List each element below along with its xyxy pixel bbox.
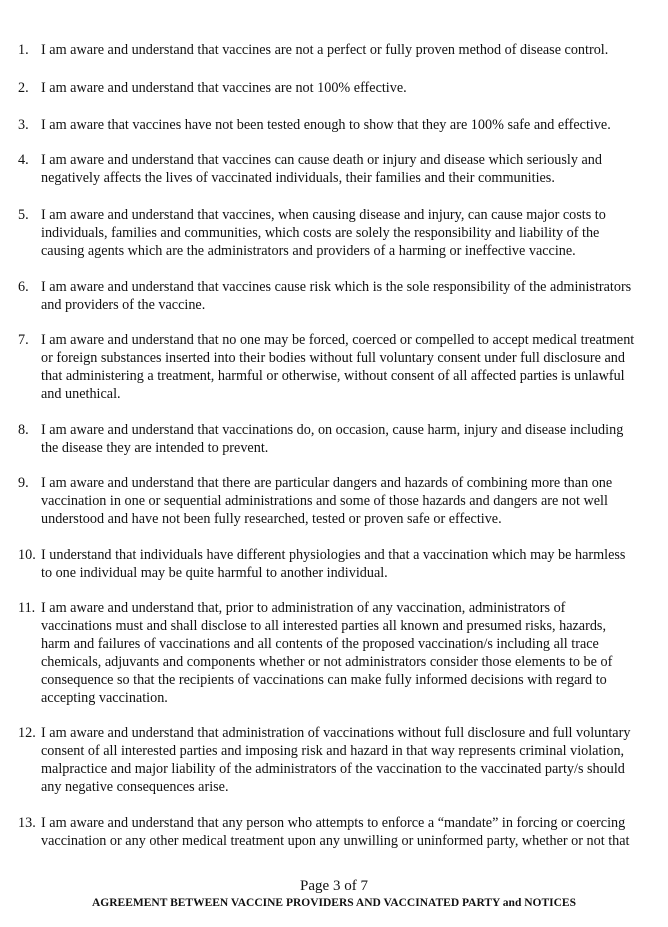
text-line: to one individual may be quite harmful to another individual. <box>41 565 388 581</box>
text-line: chemicals, adjuvants and components whether or not administrators consider those elements to be of <box>41 654 613 670</box>
text-line: consequence so that the recipients of vaccinations can make fully informed decisions with regard to <box>41 672 607 688</box>
text-line: vaccination or any other medical treatment upon any unwilling or uninformed party, whether or not that <box>41 833 630 849</box>
item-number: 3. <box>18 117 29 133</box>
item-text <box>41 814 629 850</box>
item-text <box>41 278 631 314</box>
item-number: 6. <box>18 279 29 295</box>
page-number: Page 3 of 7 <box>300 878 368 894</box>
text-line: the disease they are intended to prevent. <box>41 440 269 456</box>
item-number: 5. <box>18 207 29 223</box>
text-line: that administering a treatment, harmful or otherwise, without consent of all affected parties is unlawful <box>41 368 625 384</box>
text-line: or foreign substances inserted into their bodies without full voluntary consent under full disclosure and <box>41 350 625 366</box>
text-line: I am aware and understand that vaccines can cause death or injury and disease which seriously and <box>41 152 602 168</box>
text-line: I am aware and understand that no one may be forced, coerced or compelled to accept medical treatment <box>41 332 635 348</box>
item-number: 7. <box>18 332 29 348</box>
item-text <box>41 474 612 528</box>
text-line: consent of all interested parties and imposing risk and hazard in that way represents criminal violation, <box>41 743 625 759</box>
item-text <box>41 206 606 260</box>
item-text <box>41 599 612 707</box>
text-line: accepting vaccination. <box>41 690 168 706</box>
text-line: causing agents which are the administrators and providers of a harming or ineffective vaccine. <box>41 243 576 259</box>
item-text <box>41 116 611 134</box>
text-line: I am aware and understand that vaccines, when causing disease and injury, can cause major costs to <box>41 207 606 223</box>
text-line: vaccination in one or sequential administrations and some of those hazards and dangers are not well <box>41 493 608 509</box>
text-line: I understand that individuals have different physiologies and that a vaccination which may be harmless <box>41 547 626 563</box>
item-number: 11. <box>18 600 36 616</box>
item-text <box>41 421 623 457</box>
item-text <box>41 331 634 403</box>
item-number: 9. <box>18 475 29 491</box>
text-line: I am aware and understand that vaccines are not 100% effective. <box>41 80 407 96</box>
text-line: and providers of the vaccine. <box>41 297 206 313</box>
text-line: individuals, families and communities, which costs are solely the responsibility and liability of the <box>41 225 600 241</box>
item-number: 8. <box>18 422 29 438</box>
text-line: I am aware and understand that administration of vaccinations without full disclosure and full voluntary <box>41 725 631 741</box>
text-line: I am aware and understand that there are particular dangers and hazards of combining more than one <box>41 475 613 491</box>
text-line: malpractice and major liability of the administrators of the vaccination to the vaccinated party/s should <box>41 761 625 777</box>
item-number: 10. <box>18 547 36 563</box>
item-number: 2. <box>18 80 29 96</box>
text-line: I am aware and understand that vaccines are not a perfect or fully proven method of disease control. <box>41 42 609 58</box>
item-number: 13. <box>18 815 36 831</box>
text-line: any negative consequences arise. <box>41 779 229 795</box>
text-line: I am aware and understand that any person who attempts to enforce a “mandate” in forcing or coercing <box>41 815 626 831</box>
text-line: I am aware and understand that vaccinations do, on occasion, cause harm, injury and disease including <box>41 422 624 438</box>
item-number: 4. <box>18 152 29 168</box>
text-line: harm and failures of vaccinations and all contents of the proposed vaccination/s including all trace <box>41 636 599 652</box>
item-text <box>41 41 608 59</box>
text-line: negatively affects the lives of vaccinated individuals, their families and their communities. <box>41 170 555 186</box>
text-line: understood and have not been fully researched, tested or proven safe or effective. <box>41 511 502 527</box>
text-line: I am aware and understand that, prior to administration of any vaccination, administrators of <box>41 600 566 616</box>
item-number: 1. <box>18 42 29 58</box>
text-line: and unethical. <box>41 386 121 402</box>
text-line: vaccinations must and shall disclose to all interested parties all known and presumed risks, hazards, <box>41 618 606 634</box>
item-text <box>41 724 630 796</box>
item-number: 12. <box>18 725 36 741</box>
text-line: I am aware and understand that vaccines cause risk which is the sole responsibility of the administrators <box>41 279 632 295</box>
item-text <box>41 151 602 187</box>
text-line: I am aware that vaccines have not been tested enough to show that they are 100% safe and effective. <box>41 117 611 133</box>
document-title-footer: AGREEMENT BETWEEN VACCINE PROVIDERS AND VACCINATED PARTY and NOTICES <box>92 897 576 909</box>
item-text <box>41 79 407 97</box>
item-text <box>41 546 625 582</box>
